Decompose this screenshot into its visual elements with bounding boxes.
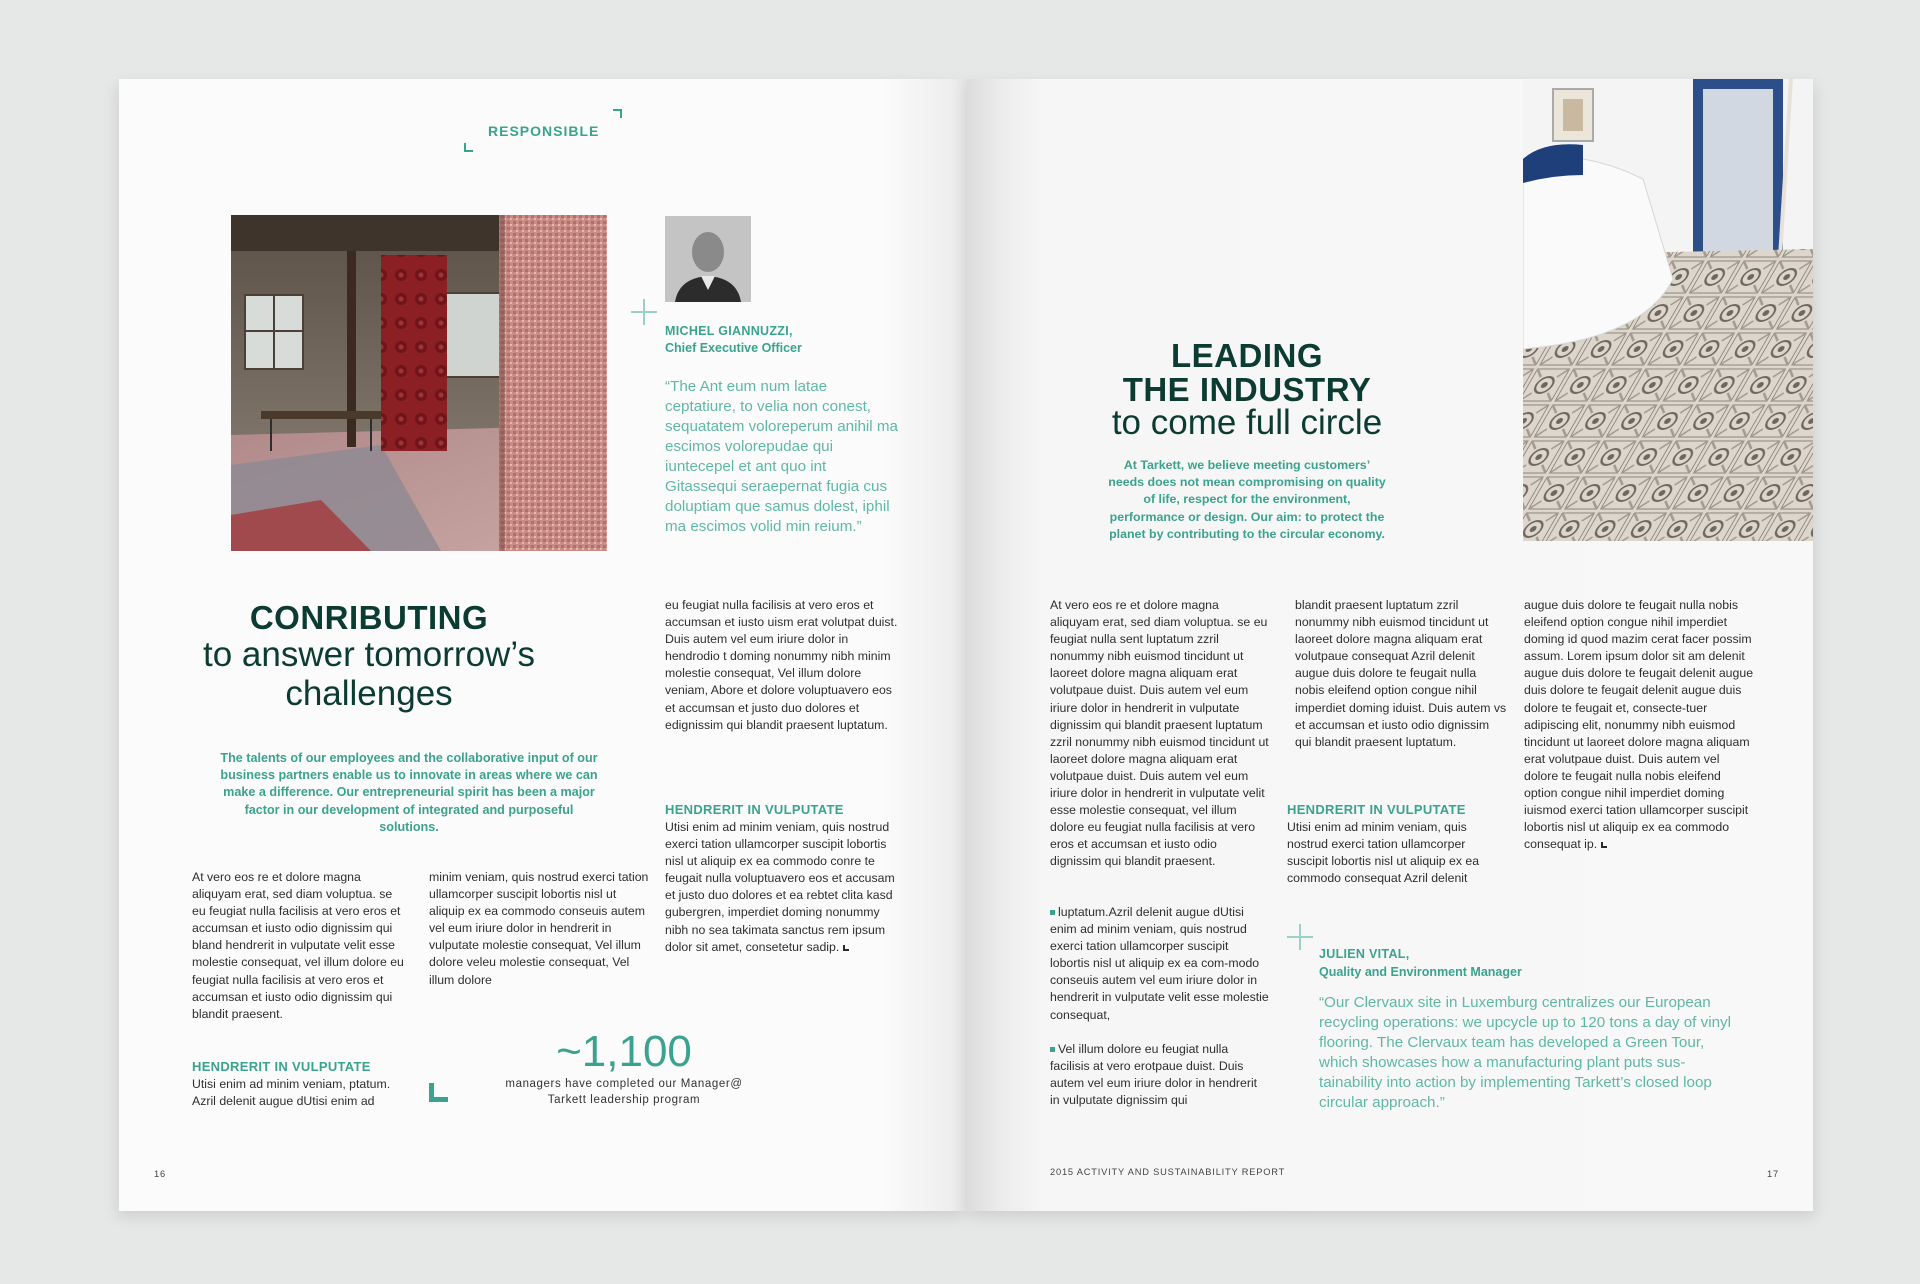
headline-bold-2: THE INDUSTRY xyxy=(1122,371,1372,408)
bullet-icon xyxy=(1050,1047,1055,1052)
bedroom-photo xyxy=(1523,79,1813,541)
portrait-illustration xyxy=(665,216,751,302)
plus-decoration-icon xyxy=(631,299,657,325)
headline-bold: CONRIBUTING xyxy=(249,599,489,636)
section-tag: RESPONSIBLE xyxy=(488,123,600,139)
ceo-quote: “The Ant eum num latae ceptatiure, to velia non conest, sequatatem voloreperum anihil ma escimos volorepudae qui iuntecepel et ant quo int Gitassequi seraepernat fugia cus doluptiam que samus dolest, iphil ma escimos volid min reium.” xyxy=(665,378,898,535)
left-page xyxy=(119,79,967,1211)
body-column-3 xyxy=(1524,597,1754,853)
report-footer: 2015 ACTIVITY AND SUSTAINABILITY REPORT xyxy=(1050,1167,1286,1177)
body-column-1: At vero eos re et dolore magna aliquyam erat, sed diam voluptua. se eu feugiat nulla facilisis at vero eros et accumsan et iusto odio dignissim qui bland hendrerit in vulputate velit esse molestie consequat, vel illum dolore eu feugiat nulla facilisis at vero eros et accumsan et iusto odio dignissim qui blandit praesent. xyxy=(192,870,404,1021)
ceo-role: Chief Executive Officer xyxy=(665,341,802,355)
manager-quote: “Our Clervaux site in Luxemburg centralizes our European recycling operations: we upcycle up to 120 tons a day of vinyl flooring. The Clervaux team has developed a Green Tour, which showcases how a manufacturing plant puts sus-tainability into action by implementing Tarkett’s closed loop circular approach.” xyxy=(1319,994,1731,1111)
intro-paragraph: The talents of our employees and the collaborative input of our business partners enable us to innovate in areas where we can make a difference. Our entrepreneurial spirit has been a major factor in our development of integrated and purposeful solutions. xyxy=(220,751,598,834)
bullet-item-2 xyxy=(1050,1041,1270,1109)
end-mark-icon xyxy=(843,945,849,951)
body-column-1: At vero eos re et dolore magna aliquyam erat, sed diam voluptua. se eu feugiat nulla sent luptatum zzril nonummy nibh euismod tincidunt ut laoreet dolore magna aliquam erat volutpaue duist. Duis autem vel eum iriure dolor in hendrerit in vulputate dignissim qui blandit praesent luptatum zzril nonummy nibh euismod tincidunt ut laoreet dolore magna aliquam erat volutpaue duist. Duis autem vel eum iriure dolor in hendrerit in vulputate velit esse molestie consequat, vel illum dolore eu feugiat nulla facilisis at vero eros et accumsan et iusto odio dignissim qui blandit praesent. xyxy=(1050,598,1269,869)
body-column-3: eu feugiat nulla facilisis at vero eros et accumsan et iusto uism erat volutpat duist. Duis autem vel eum iriure dolor in hendrodio t doming nonummy nibh minim molestie consequat, Vel illum dolore veniam, Abore et dolore voluptuavero eos et accumsan et justo duo dolores et edignissim qui blandit praesent luptatum. xyxy=(665,598,898,732)
headline-light: to come full circle xyxy=(1111,403,1383,442)
interior-photo xyxy=(231,215,607,551)
interior-photo-illustration xyxy=(231,215,607,551)
headline-bold-1: LEADING xyxy=(1171,337,1323,374)
bullet-item-2-text: Vel illum dolore eu feugiat nulla facilisis at vero erotpaue duist. Duis autem vel eum iriure dolor in hendrerit in vulputate dignissim qui xyxy=(1050,1042,1258,1108)
intro-paragraph: At Tarkett, we believe meeting customers’ needs does not mean compromising on quality of life, respect for the environment, performance or design. Our aim: to protect the planet by contributing to the circular economy. xyxy=(1108,458,1386,541)
ceo-portrait xyxy=(665,216,751,302)
body-column-2-continued: Utisi enim ad minim veniam, quis nostrud exerci tation ullamcorper suscipit lobortis nisl ut aliquip ex ea commodo consequat Azril delenit xyxy=(1287,820,1480,886)
ceo-name: MICHEL GIANNUZZI, xyxy=(665,324,793,338)
corner-bracket-icon xyxy=(429,1083,448,1102)
bedroom-photo-illustration xyxy=(1523,79,1813,541)
body-column-2: minim veniam, quis nostrud exerci tation ullamcorper suscipit lobortis nisl ut aliquip ex ea commodo conseuis autem vel eum iriure dolor in hendrerit in vulputate molestie consequat, Vel illum dolore veleu molestie consequat, Vel illum dolore xyxy=(429,870,649,987)
headline-light-1: to answer tomorrow’s xyxy=(203,635,535,674)
column-3-text: augue duis dolore te feugait nulla nobis eleifend option congue nihil imperdiet doming id quod mazim cerat facer possim assum. Lorem ipsum dolor sit am delenit augue duis dolore te feugait delenit augue duis dolore te feugait delenit augue duis dolore te feugait et, consecte-tuer adipiscing elit, nonummy nibh euismod tincidunt ut laoreet dolore magna aliquam erat volutpaue duist. Duis autem vel dolore te feugait nulla nobis eleifend option congue nihil imperdiet doming iuismod exerci tation ullamcorper suscipit lobortis nisl ut aliquip ex ea commodo consequat ip. xyxy=(1524,598,1754,852)
column-1-subhead: HENDRERIT IN VULPUTATE xyxy=(192,1059,371,1074)
headline-light-2: challenges xyxy=(285,674,453,713)
end-mark-icon xyxy=(1601,842,1607,848)
plus-decoration-icon xyxy=(1287,924,1313,950)
right-page xyxy=(967,79,1813,1211)
body-column-2: blandit praesent luptatum zzril nonummy nibh euismod tincidunt ut laoreet dolore magna aliquam erat volutpaue consequat Azril delenit augue duis dolore te feugait nulla nobis eleifend option congue nihil imperdiet doming iduist. Duis autem vs et accumsan et iusto odio dignissim qui blandit praesent luptatum. xyxy=(1295,598,1507,749)
manager-role: Quality and Environment Manager xyxy=(1319,965,1522,979)
page-number: 16 xyxy=(154,1169,166,1179)
column-3-subhead: HENDRERIT IN VULPUTATE xyxy=(665,802,844,817)
bracket-top-right-icon xyxy=(613,109,622,118)
manager-name: JULIEN VITAL, xyxy=(1319,947,1410,961)
bracket-bottom-left-icon xyxy=(464,143,473,152)
body-column-3-continued xyxy=(665,819,901,956)
page-number: 17 xyxy=(1767,1169,1779,1179)
stat-caption-1: managers have completed our Manager@ xyxy=(505,1078,743,1090)
column-3-continued-text: Utisi enim ad minim veniam, quis nostrud exerci tation ullamcorper suscipit lobortis nisl ut aliquip ex ea commodo conre te feugait nulla voluptuavero eos et accusam et justo duo dolores et ea rebtet clita kasd gubergren, imperdiet doming nonummy nibh no sea takimata sanctus rem ipsum dolor sit amet, consetetur sadip. xyxy=(665,820,895,954)
bullet-icon xyxy=(1050,910,1055,915)
stat-caption-2: Tarkett leadership program xyxy=(547,1094,701,1106)
stat-value: ~1,100 xyxy=(556,1027,692,1076)
bullet-item-1-text: luptatum.Azril delenit augue dUtisi enim ad minim veniam, quis nostrud exerci tation ullamcorper suscipit lobortis nisl ut aliquip ex ea com-modo conseuis autem vel eum iriure dolor in hendrerit in vulputate velit esse molestie consequat, xyxy=(1050,905,1269,1022)
body-column-1-continued: Utisi enim ad minim veniam, ptatum. Azril delenit augue dUtisi enim ad xyxy=(192,1077,391,1109)
bullet-item-1 xyxy=(1050,904,1270,1024)
column-2-subhead: HENDRERIT IN VULPUTATE xyxy=(1287,802,1466,817)
